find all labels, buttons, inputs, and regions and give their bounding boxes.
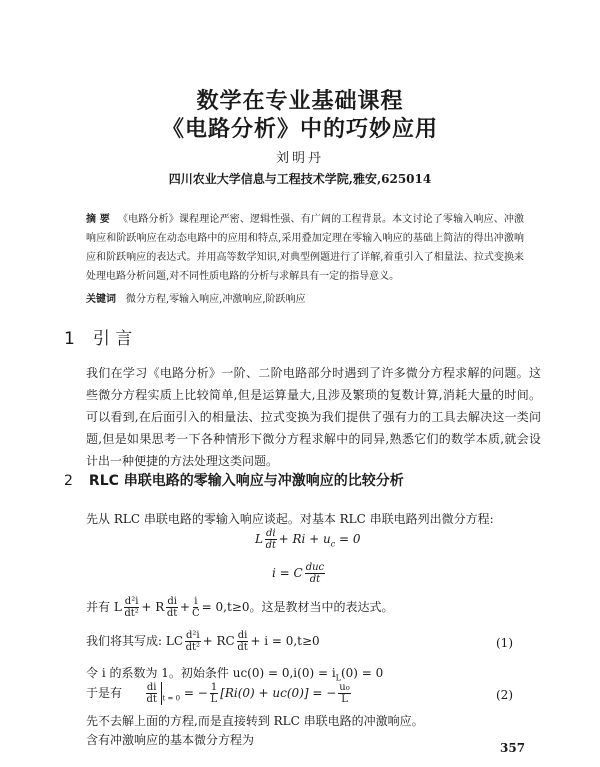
abstract	[86, 210, 524, 286]
equation-capacitor: i = C $\frac{\text{duc}}{dt}$	[272, 562, 325, 585]
section1-paragraph: 我们在学习《电路分析》一阶、二阶电路部分时遇到了许多微分方程求解的问题。这些微分方程实质上比较简单,但是运算量大,且涉及繁琐的复数计算,消耗大量的时间。可以看到,在后面引入的相量法、拉式变换为我们提供了强有力的工具去解决这一类问题,但是如果思考一下各种情形下微分方程求解中的同异,熟悉它们的数学本质,就会设计出一种便捷的方法处理这类问题。	[86, 366, 541, 468]
equation-1-number: (1)	[496, 636, 513, 650]
section1-title: 引 言	[92, 329, 133, 349]
equation-kvl: L $\frac{di}{dt}$ + $Ri + u_c = 0$	[255, 528, 361, 551]
paper-title-line1: 数学在专业基础课程	[196, 89, 404, 114]
note-line-1: 先不去解上面的方程,而是直接转到 RLC 串联电路的冲激响应。	[86, 714, 424, 728]
section1-heading	[64, 324, 132, 349]
abstract-text: 《电路分析》课程理论严密、逻辑性强、有广阔的工程背景。本文讨论了零输入响应、冲激响应和阶跃响应在动态电路中的应用和特点,采用叠加定理在零输入响应的基础上简洁的得出冲激响应和阶跃响应的表达式。并用高等数学知识,对典型例题进行了详解,着重引入了相量法、拉式变换来处理电路分析问题,对不同性质电路的分析与求解具有一定的指导意义。	[86, 214, 525, 282]
note-line-2: 含有冲激响应的基本微分方程为	[86, 733, 255, 747]
abstract-label: 摘 要	[86, 214, 110, 225]
keywords	[86, 290, 524, 305]
paper-title-line2: 《电路分析》中的巧妙应用	[161, 117, 438, 142]
author-name: 刘明丹	[275, 151, 324, 166]
keywords-label: 关键词	[86, 294, 116, 305]
equation-1-line: 我们将其写成: LC $\frac{\text{d²i}}{\text{dt²}}$ + RC $\frac{di}{dt}$ + i = 0,t≥0	[86, 630, 320, 653]
keywords-text: 微分方程,零输入响应,冲激响应,阶跃响应	[126, 294, 306, 305]
initial-conditions-line: 令 i 的系数为 1。初始条件 $uc(0) = 0,i(0) = i_L(0) = 0$	[86, 666, 384, 683]
section2-heading	[64, 470, 404, 490]
equation-2-line: 于是有 $\frac{di}{dt}$ $_{t = 0}$ = − $\frac{1}{L}$ [Ri(0) + uc(0)] = − $\frac{\text{u₀}}{L}$	[86, 682, 350, 705]
equation-combined-line: 并有 L $\frac{\text{d²i}}{\text{dt²}}$ + R $\frac{di}{dt}$ + $\frac{i}{C}$ = 0,t≥0。这是教材当中的表达式。	[86, 596, 394, 619]
author-affiliation: 四川农业大学信息与工程技术学院,雅安,625014	[168, 172, 432, 186]
equation-2-number: (2)	[496, 688, 513, 702]
section2-number: 2	[64, 473, 73, 489]
section2-title: RLC 串联电路的零输入响应与冲激响应的比较分析	[88, 473, 404, 489]
page-number: 357	[500, 741, 526, 755]
section1-number: 1	[64, 329, 75, 349]
section2-intro: 先从 RLC 串联电路的零输入响应谈起。对基本 RLC 串联电路列出微分方程:	[86, 512, 494, 526]
